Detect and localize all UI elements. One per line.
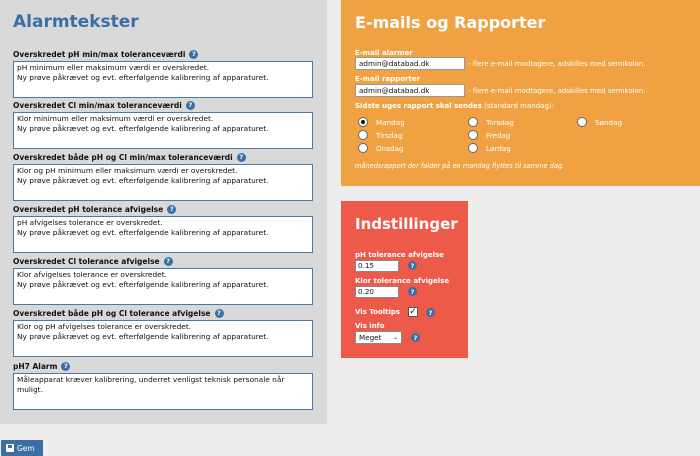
radio-button[interactable] (358, 130, 368, 140)
day-option-fredag[interactable]: Fredag (468, 130, 510, 140)
radio-button[interactable] (358, 117, 368, 127)
day-option-lordag[interactable]: Lørdag (468, 143, 511, 153)
alarm-textarea[interactable]: Klor afvigelses tolerance er overskredet. Ny prøve påkrævet og evt. efterfølgende kalibrering af apparaturet. (13, 268, 313, 305)
alarm-field-ph-deviation (13, 203, 314, 253)
ph-tolerance-label: pH tolerance afvigelse (355, 251, 444, 259)
email-reports-input[interactable]: admin@databad.dk (355, 84, 465, 97)
tooltips-checkbox[interactable]: ✓ (409, 307, 417, 317)
alarm-label: pH7 Alarm (13, 361, 58, 371)
alarm-textarea[interactable]: Klor minimum eller maksimum værdi er overskredet. Ny prøve påkrævet og evt. efterfølgende kalibrering af apparaturet. (13, 112, 313, 149)
chevron-down-icon: ⌄ (392, 334, 398, 341)
alarm-label: Overskredet pH min/max toleranceværdi (13, 49, 186, 59)
alarm-textarea[interactable]: pH minimum eller maksimum værdi er overskredet. Ny prøve påkrævet og evt. efterfølgende kalibrering af apparaturet. (13, 61, 313, 98)
cl-tolerance-input[interactable]: 0.20 (355, 286, 399, 298)
alarm-field-both-minmax (13, 151, 314, 201)
alarm-textarea[interactable]: pH afvigelses tolerance er overskredet. Ny prøve påkrævet og evt. efterfølgende kalibrering af apparaturet. (13, 216, 313, 253)
help-icon[interactable]: ? (186, 101, 195, 110)
day-option-mandag[interactable]: Mandag (358, 117, 405, 127)
help-icon[interactable]: ? (167, 205, 176, 214)
floppy-disk-icon (6, 444, 14, 452)
report-note: månedsrapport der falder på en mandag flyttes til samme dag. (355, 162, 565, 170)
save-button[interactable] (1, 440, 43, 456)
help-icon[interactable]: ? (189, 50, 198, 59)
emails-reports-title: E-mails og Rapporter (355, 13, 546, 32)
ph-tolerance-input[interactable]: 0.15 (355, 260, 399, 272)
help-icon[interactable]: ? (408, 287, 417, 296)
day-option-torsdag[interactable]: Torsdag (468, 117, 514, 127)
alarm-textarea[interactable]: Måleapparat kræver kalibrering, underret venligst teknisk personale når muligt. (13, 373, 313, 410)
alarm-label: Overskredet Cl tolerance afvigelse (13, 256, 160, 266)
radio-button[interactable] (358, 143, 368, 153)
alarm-field-ph7 (13, 360, 314, 410)
radio-button[interactable] (577, 117, 587, 127)
alarm-field-cl-minmax (13, 99, 314, 149)
alarm-texts-title: Alarmtekster (13, 12, 139, 32)
email-alarms-label: E-mail alarmer (355, 49, 413, 57)
help-icon[interactable]: ? (426, 308, 435, 317)
help-icon[interactable]: ? (215, 309, 224, 318)
help-icon[interactable]: ? (237, 153, 246, 162)
help-icon[interactable]: ? (164, 257, 173, 266)
alarm-label: Overskredet både pH og Cl min/max toleranceværdi (13, 152, 233, 162)
alarm-label: Overskredet både pH og Cl tolerance afvigelse (13, 308, 211, 318)
report-day-question: Sidste uges rapport skal sendes (standard mandag): (355, 102, 554, 110)
info-label: Vis info (355, 322, 385, 330)
email-alarms-hint: - flere e-mail modtagere, adskilles med semikolon. (468, 60, 646, 68)
radio-button[interactable] (468, 130, 478, 140)
day-option-sondag[interactable]: Søndag (577, 117, 622, 127)
help-icon[interactable]: ? (408, 261, 417, 270)
help-icon[interactable]: ? (61, 362, 70, 371)
cl-tolerance-label: Klor tolerance afvigelse (355, 277, 450, 285)
alarm-texts-panel (0, 0, 327, 424)
info-select[interactable]: Meget ⌄ (355, 331, 402, 344)
alarm-label: Overskredet pH tolerance afvigelse (13, 204, 164, 214)
email-reports-hint: - flere e-mail modtagere, adskilles med semikolon. (468, 87, 646, 95)
radio-button[interactable] (468, 143, 478, 153)
emails-reports-panel (341, 0, 700, 186)
radio-button[interactable] (468, 117, 478, 127)
tooltips-label: Vis Tooltips (355, 308, 401, 316)
help-icon[interactable]: ? (411, 333, 420, 342)
email-reports-label: E-mail rapporter (355, 75, 420, 83)
settings-panel (341, 201, 468, 358)
alarm-field-cl-deviation (13, 255, 314, 305)
day-option-tirsdag[interactable]: Tirsdag (358, 130, 402, 140)
alarm-textarea[interactable]: Klor og pH minimum eller maksimum værdi er overskredet. Ny prøve påkrævet og evt. efterfølgende kalibrering af apparaturet. (13, 164, 313, 201)
settings-title: Indstillinger (355, 215, 458, 233)
alarm-textarea[interactable]: Klor og pH afvigelses tolerance er overskredet. Ny prøve påkrævet og evt. efterfølgende kalibrering af apparaturet. (13, 320, 313, 357)
save-button-label: Gem (17, 443, 35, 453)
email-alarms-input[interactable]: admin@databad.dk (355, 57, 465, 70)
alarm-field-both-deviation (13, 307, 314, 357)
day-option-onsdag[interactable]: Onsdag (358, 143, 404, 153)
alarm-label: Overskredet Cl min/max toleranceværdi (13, 100, 182, 110)
alarm-field-ph-minmax (13, 48, 314, 98)
